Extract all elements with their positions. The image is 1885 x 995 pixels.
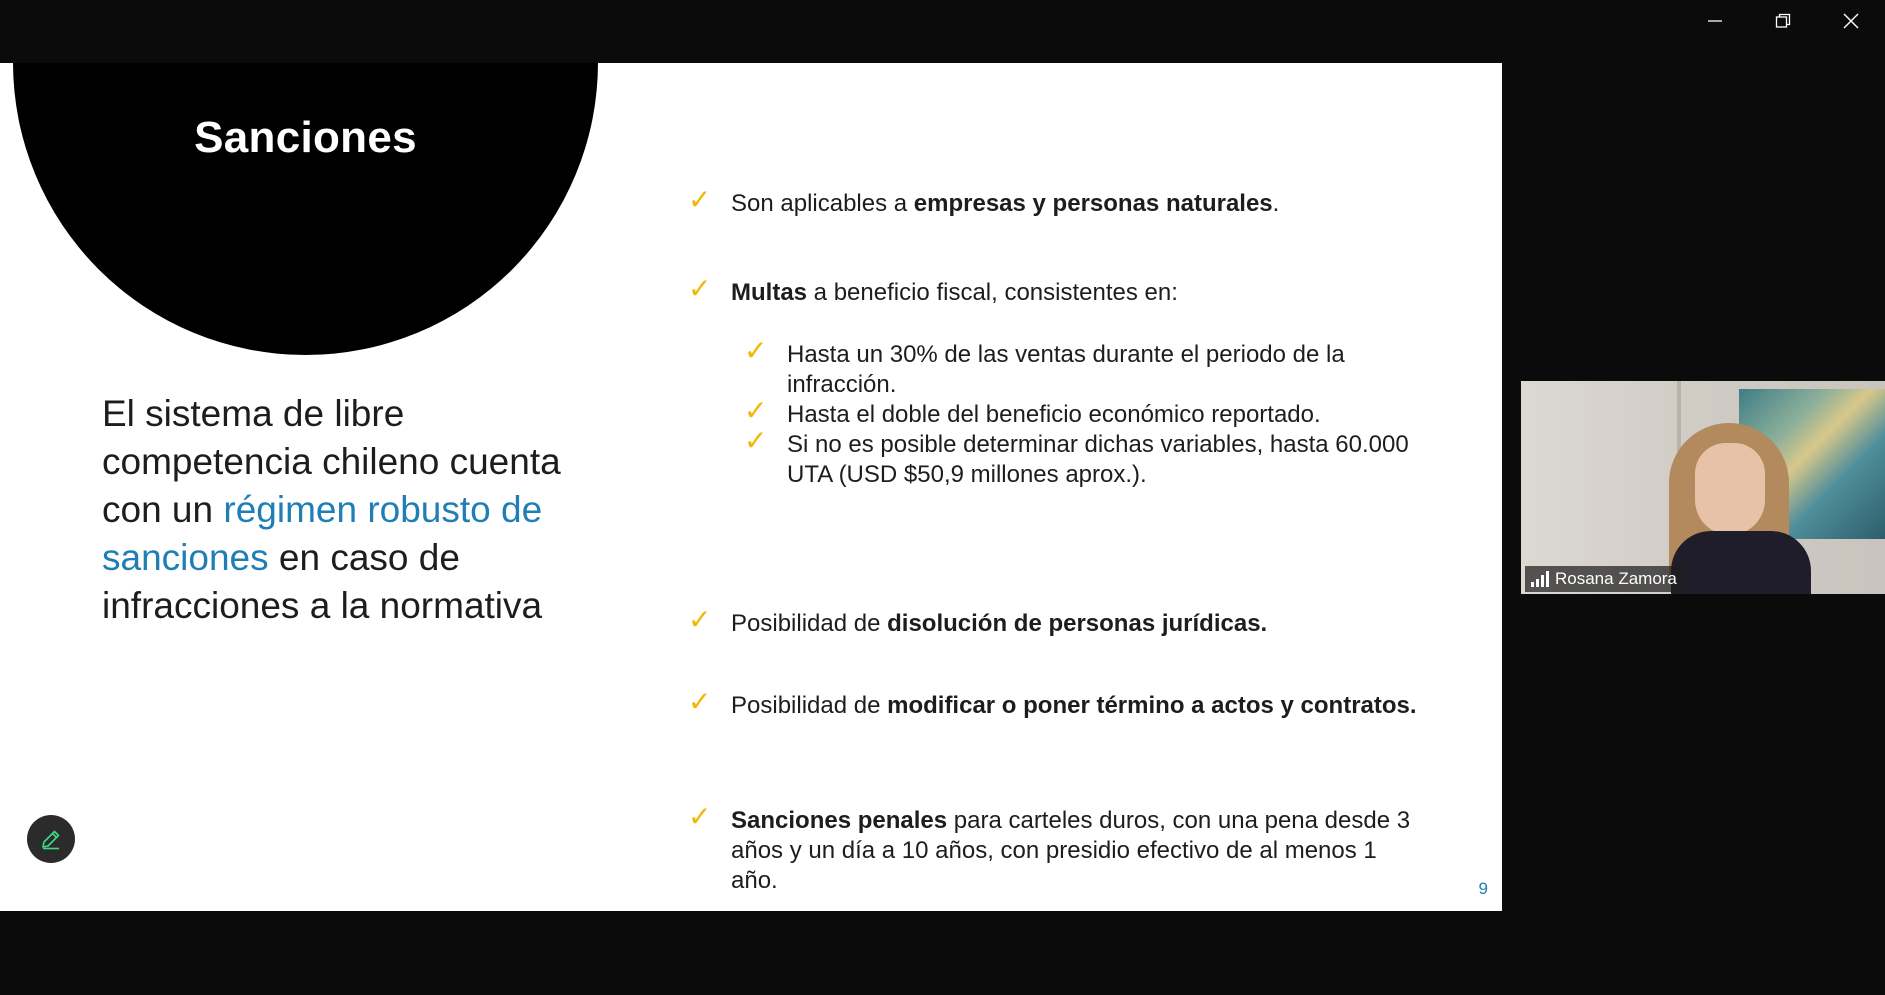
window-controls	[1681, 0, 1885, 42]
bullet-text: .	[1272, 190, 1280, 217]
check-icon: ✓	[688, 801, 712, 832]
participant-video-tile[interactable]	[1521, 381, 1885, 594]
check-icon: ✓	[688, 184, 712, 215]
annotate-button[interactable]	[27, 815, 75, 863]
check-icon: ✓	[688, 604, 712, 635]
sub-bullet-text: Hasta un 30% de las ventas durante el periodo de la infracción.	[787, 341, 1345, 398]
sub-bullet-list	[744, 335, 1428, 490]
participant-name: Rosana Zamora	[1555, 569, 1677, 588]
minimize-button[interactable]	[1681, 0, 1749, 42]
shared-slide	[0, 63, 1502, 911]
slide-title: Sanciones	[194, 113, 417, 162]
lead-text-part1: El sistema de libre competencia chileno cuenta con un	[102, 393, 561, 530]
bullet-item	[688, 686, 1417, 721]
check-icon: ✓	[744, 395, 768, 426]
bullet-text: para carteles duros, con una pena desde 3 años y un día a 10 años, con presidio efectivo de al menos 1 año.	[731, 807, 1411, 894]
bullet-text: Posibilidad de	[731, 610, 888, 637]
participant-face	[1695, 443, 1765, 535]
sub-bullet-item	[744, 395, 1428, 430]
check-icon: ✓	[688, 686, 712, 717]
bullet-bold: modificar o poner término a actos y contratos.	[887, 692, 1417, 719]
bullet-bold: empresas y personas naturales	[913, 190, 1273, 217]
bullet-item	[688, 184, 1280, 219]
bullet-text: Son aplicables a	[731, 190, 914, 217]
sub-bullet-item	[744, 335, 1428, 400]
lead-highlight: régimen robusto de sanciones	[102, 489, 543, 578]
slide-page-number: 9	[1478, 879, 1488, 898]
lead-paragraph	[102, 390, 572, 630]
restore-icon	[1775, 13, 1791, 29]
check-icon: ✓	[744, 425, 768, 456]
bullet-bold: disolución de personas jurídicas.	[887, 610, 1268, 637]
bullet-item	[688, 801, 1428, 896]
check-icon: ✓	[688, 273, 712, 304]
restore-button[interactable]	[1749, 0, 1817, 42]
pencil-icon	[39, 827, 63, 851]
bullet-bold: Sanciones penales	[731, 807, 948, 834]
bullet-text: a beneficio fiscal, consistentes en:	[807, 279, 1178, 306]
check-icon: ✓	[744, 335, 768, 366]
sub-bullet-text: Si no es posible determinar dichas variables, hasta 60.000 UTA (USD $50,9 millones aprox.).	[787, 431, 1409, 488]
participant-body	[1671, 531, 1811, 594]
bullet-item	[688, 273, 1178, 308]
participant-name-label	[1525, 566, 1685, 592]
minimize-icon	[1707, 13, 1723, 29]
bullet-text: Posibilidad de	[731, 692, 888, 719]
signal-bars-icon	[1531, 571, 1549, 587]
bullet-bold: Multas	[731, 279, 808, 306]
bullet-item	[688, 604, 1268, 639]
sub-bullet-item	[744, 425, 1428, 490]
sub-bullet-text: Hasta el doble del beneficio económico reportado.	[787, 401, 1321, 428]
close-button[interactable]	[1817, 0, 1885, 42]
title-circle	[13, 63, 598, 355]
close-icon	[1842, 12, 1860, 30]
lead-text-part2: en caso de infracciones a la normativa	[102, 537, 543, 626]
